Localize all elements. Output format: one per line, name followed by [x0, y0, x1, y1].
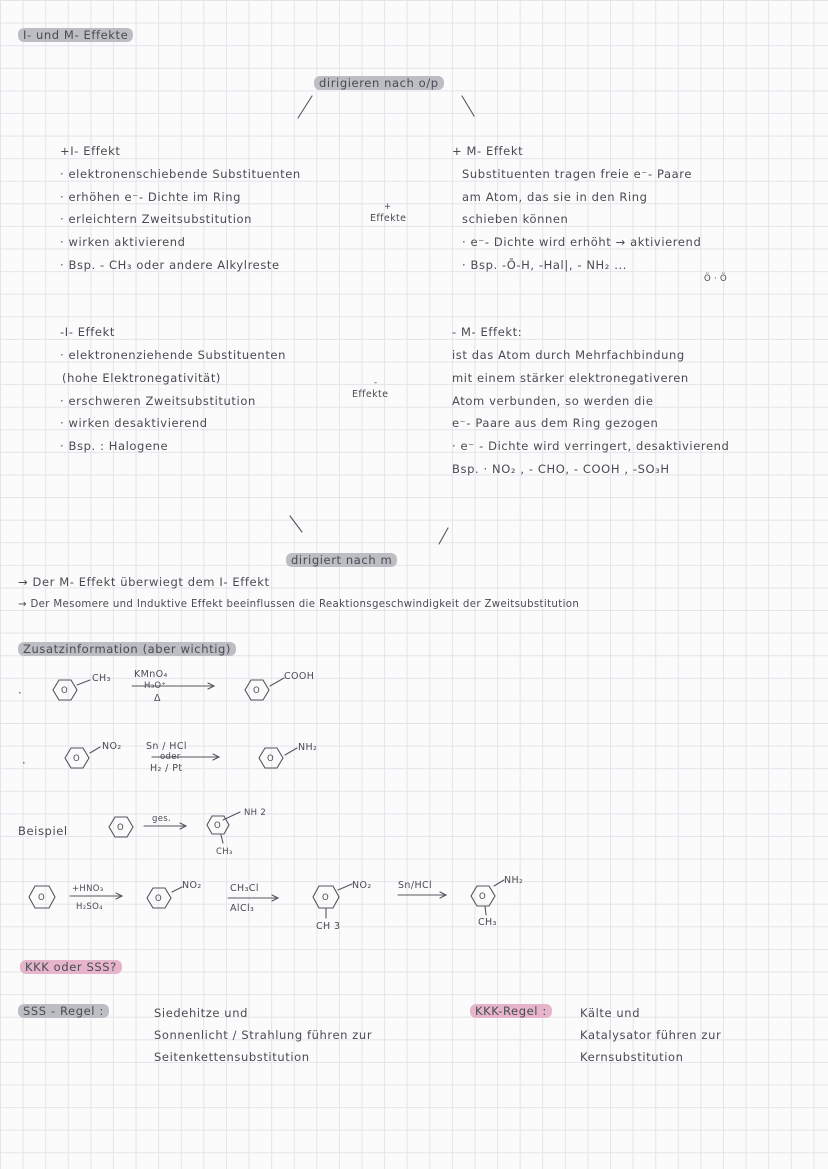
substituent-ch3: CH 3: [316, 921, 341, 932]
conclusion-line: → Der Mesomere und Induktive Effekt beeinflussen die Reaktionsgeschwindigkeit der Zweitsubstitution: [18, 599, 580, 610]
minus-m-line: mit einem stärker elektronegativeren: [452, 371, 689, 385]
minus-effekte-label: Effekte: [352, 389, 389, 400]
minus-m-line: Bsp. · NO₂ , - CHO, - COOH , -SO₃H: [452, 462, 670, 476]
target-nh2: NH 2: [244, 808, 267, 818]
substituent-nh2: NH₂: [504, 875, 524, 886]
minus-m-heading: - M- Effekt:: [452, 325, 523, 339]
minus-m-line: · e⁻ - Dichte wird verringert, desaktivierend: [452, 439, 730, 453]
plus-m-line: · e⁻- Dichte wird erhöht → aktivierend: [462, 235, 702, 249]
reagent-sn-hcl: Sn/HCl: [398, 880, 433, 891]
substituent-ch3: CH₃: [92, 673, 111, 684]
product-cooh: COOH: [284, 671, 315, 682]
reagent-sn-hcl: Sn / HCl: [146, 741, 187, 752]
reagent-heat: Δ: [154, 693, 161, 704]
kkk-rule-label: KKK-Regel :: [470, 1004, 552, 1018]
reagent-h2-pt: H₂ / Pt: [150, 763, 183, 774]
minus-i-line: · wirken desaktivierend: [60, 416, 208, 430]
plus-i-line: · erleichtern Zweitsubstitution: [60, 212, 253, 226]
bullet: ·: [18, 686, 23, 700]
kkk-rule-line: Kernsubstitution: [580, 1050, 684, 1064]
substituent-no2: NO₂: [182, 880, 202, 891]
kkk-rule-line: Katalysator führen zur: [580, 1028, 722, 1042]
zusatz-heading: Zusatzinformation (aber wichtig): [18, 642, 236, 656]
reagent-h3o: H₃O⁺: [144, 681, 167, 691]
reagent-ch3cl: CH₃Cl: [230, 883, 259, 894]
ring-label: O: [38, 893, 45, 903]
reagent-hno3: +HNO₃: [72, 884, 104, 894]
ring-label: O: [479, 892, 486, 902]
ring-label: O: [117, 823, 124, 833]
page-title: I- und M- Effekte: [18, 28, 133, 42]
ring-label: O: [155, 894, 162, 904]
plus-i-line: · erhöhen e⁻- Dichte im Ring: [60, 190, 242, 204]
minus-m-line: Atom verbunden, so werden die: [452, 394, 654, 408]
plus-sign: +: [384, 202, 392, 212]
minus-i-line: · erschweren Zweitsubstitution: [60, 394, 256, 408]
ring-label: O: [73, 754, 80, 764]
beispiel-label: Beispiel: [18, 824, 68, 838]
sss-rule-label: SSS - Regel :: [18, 1004, 109, 1018]
minus-sign: -: [374, 378, 378, 388]
minus-i-heading: -I- Effekt: [60, 325, 115, 339]
plus-effekte-label: Effekte: [370, 213, 407, 224]
plus-i-line: · elektronenschiebende Substituenten: [60, 167, 301, 181]
plus-i-line: · Bsp. - CH₃ oder andere Alkylreste: [60, 258, 280, 272]
reagent-kmno4: KMnO₄: [134, 669, 168, 680]
conclusion-line: → Der M- Effekt überwiegt dem I- Effekt: [18, 575, 270, 589]
sss-rule-line: Seitenkettensubstitution: [154, 1050, 310, 1064]
plus-m-line: · Bsp. -Ō-H, -Hal|, - NH₂ ...: [462, 258, 628, 272]
reagent-oder: oder: [160, 752, 181, 762]
ring-label: O: [61, 686, 68, 696]
target-ch3: CH₃: [216, 847, 233, 857]
ring-label: O: [322, 893, 329, 903]
plus-m-line: schieben können: [462, 212, 569, 226]
ring-label: O: [214, 821, 221, 831]
sss-rule-line: Sonnenlicht / Strahlung führen zur: [154, 1028, 373, 1042]
substituent-no2: NO₂: [102, 741, 122, 752]
plus-i-heading: +I- Effekt: [60, 144, 121, 158]
kkk-rule-line: Kälte und: [580, 1006, 641, 1020]
bottom-label-m: dirigiert nach m: [286, 553, 397, 567]
sss-rule-line: Siedehitze und: [154, 1006, 248, 1020]
minus-i-line: (hohe Elektronegativität): [62, 371, 222, 385]
top-label-op: dirigieren nach o/p: [314, 76, 444, 90]
substituent-ch3: CH₃: [478, 917, 497, 928]
plus-i-line: · wirken aktivierend: [60, 235, 186, 249]
bullet: ·: [22, 756, 27, 770]
plus-m-line: Substituenten tragen freie e⁻- Paare: [462, 167, 693, 181]
lone-pair-note: Ö · Ö: [704, 274, 727, 284]
minus-i-line: · elektronenziehende Substituenten: [60, 348, 286, 362]
reagent-alcl3: AlCl₃: [230, 903, 255, 914]
kkk-question: KKK oder SSS?: [20, 960, 122, 974]
minus-i-line: · Bsp. : Halogene: [60, 439, 169, 453]
product-nh2: NH₂: [298, 742, 318, 753]
ring-label: O: [267, 754, 274, 764]
reagent-h2so4: H₂SO₄: [76, 902, 103, 912]
minus-m-line: ist das Atom durch Mehrfachbindung: [452, 348, 685, 362]
plus-m-line: am Atom, das sie in den Ring: [462, 190, 648, 204]
minus-m-line: e⁻- Paare aus dem Ring gezogen: [452, 416, 659, 430]
ring-label: O: [253, 686, 260, 696]
substituent-no2: NO₂: [352, 880, 372, 891]
plus-m-heading: + M- Effekt: [452, 144, 524, 158]
beispiel-arrow-label: ges.: [152, 814, 171, 824]
